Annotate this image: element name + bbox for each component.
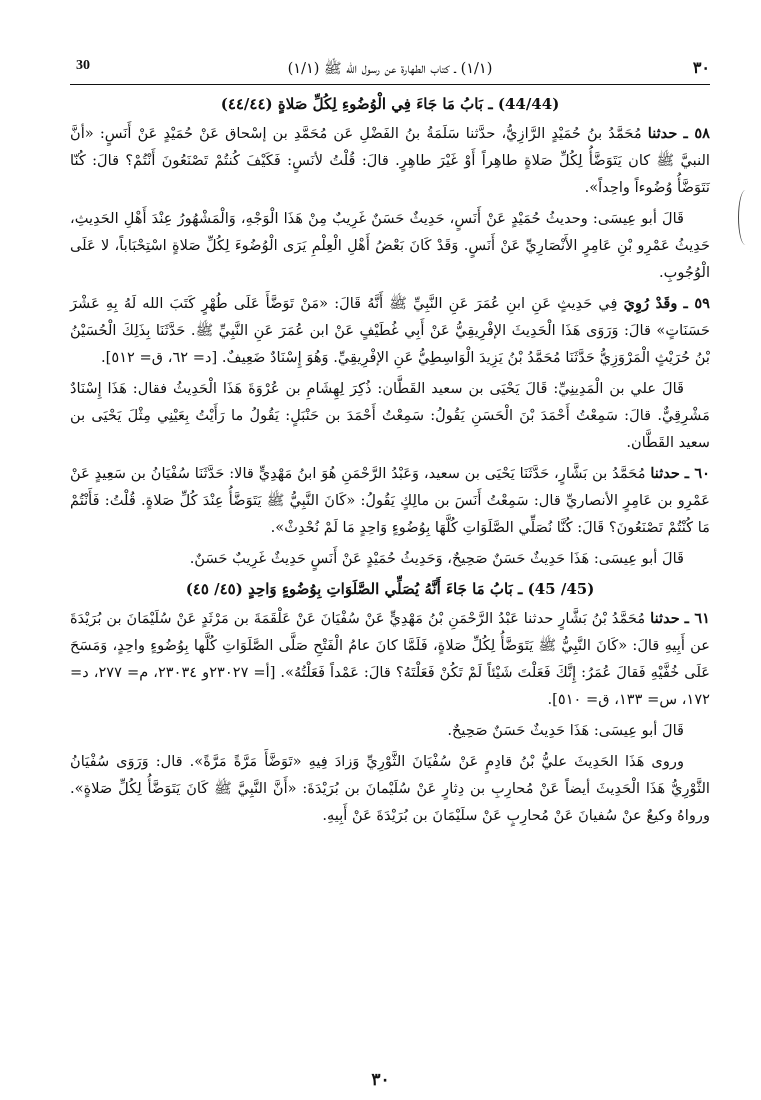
hadith-lead: حدثنا bbox=[647, 125, 678, 142]
hadith-number: ٥٨ ـ bbox=[683, 125, 711, 142]
hadith-text: مُحَمَّدُ بْنُ بَشَّارٍ حدثنا عَبْدُ الرَّحْمَنِ بْنُ مَهْدِيٍّ عَنْ سُفْيَانَ عَنْ عَلْقَمَةَ بن مَرْثَدٍ عَنْ سُلَيْمَانَ بن بُرَيْدَةَ عن أَبِيهِ قالَ: «كَانَ النَّبِيُّ ﷺ يَتَوَضَّأُ لِكُلِّ صَلاةٍ، فَلَمَّا كانَ عامُ الْفَتْحِ صَلَّى الصَّلَوَاتِ كُلَّها بِوُضُوءٍ واحِدٍ، وَمَسَحَ عَلَى خُفَّيْهِ فَقالَ عُمَرُ: إِنَّكَ فَعَلْتَ شَيْئاً لَمْ تَكُنْ فَعَلْتَهُ؟ قالَ: عَمْداً فَعَلْتُهُ». [أ= ٢٣٠٢٧و ٢٣٠٣٤، م= ٢٧٧، د= ١٧٢، س= ١٣٣، ق= ٥١٠]. bbox=[70, 610, 711, 708]
book-page bbox=[70, 56, 710, 1096]
hadith-59 bbox=[70, 290, 710, 371]
chapter-heading-45: (45/ 45) ـ بَابُ مَا جَاءَ أَنَّهُ يُصَلِّي الصَّلَوَاتِ بِوُضُوءٍ وَاحِدٍ (٤٥/ ٤٥) bbox=[185, 580, 595, 598]
hadith-text: مُحَمَّدُ بن بَشَّارٍ، حَدَّثَنَا يَحْيَى بن سعيد، وَعَبْدُ الرَّحْمَنِ هُوَ ابنُ مَهْدِيٍّ قالا: حَدَّثَنَا سُفْيَانُ بن سَعِيدٍ عَنْ عَمْرِو بن عَامِرٍ الأنصاريِّ قال: سَمِعْتُ أَنَسَ بن مالِكٍ يَقُولُ: «كَانَ النَّبِيُّ ﷺ يَتَوَضَّأُ عِنْدَ كُلِّ صَلاةٍ. قُلْتُ: فَأَنْتُمْ مَا كُنْتُمْ تَصْنَعُونَ؟ قَالَ: كُنَّا نُصَلِّي الصَّلَوَاتِ كُلَّهَا بِوُضُوءٍ وَاحِدٍ مَا لَمْ نُحْدِثْ». bbox=[70, 465, 710, 536]
hadith-lead: وقَدْ رُوِيَ bbox=[623, 295, 678, 312]
hadith-number: ٦١ ـ bbox=[684, 610, 710, 627]
closing-paragraph: وروى هَذَا الحَدِيثَ عليُّ بْنُ قادِمٍ عَنْ سُفْيَانَ الثَّوْرِيِّ وَزادَ فِيهِ «تَوَضَّأَ مَرَّةً مَرَّةً». قال: وَرَوَى سُفْيَانُ الثَّوْرِيُّ هَذَا الْحَدِيثَ أيضاً عَنْ مُحارِبِ بن دِثارٍ عَنْ سُلَيْمانَ بن بُرَيْدَةَ: «أَنَّ النَّبِيَّ ﷺ كَانَ يَتَوَضَّأُ لِكُلِّ صَلاةٍ». ورواهُ وكيعٌ عنْ سُفيانَ عَنْ مُحارِبٍ عَنْ سلَيْمَانَ بن بُرَيْدَةَ عَنْ أَبِيهِ. bbox=[70, 753, 710, 824]
running-title: (١/١) ـ كتاب الطهارة عن رسول الله ﷺ (١/١) bbox=[287, 61, 493, 77]
hadith-lead: حدثنا bbox=[650, 610, 680, 627]
page-number-arabic: ٣٠ bbox=[692, 58, 710, 77]
hadith-60 bbox=[70, 460, 710, 541]
page-content bbox=[70, 91, 710, 829]
hadith-text: فِي حَدِيثٍ عَنِ ابنِ عُمَرَ عَنِ النَّبِيِّ ﷺ أَنَّهُ قَالَ: «مَنْ تَوَضَّأَ عَلَى طُهْرٍ كَتَبَ الله لَهُ بِهِ عَشْرَ حَسَنَاتٍ» قالَ: وَرَوَى هَذَا الْحَدِيثَ الإفْرِيقِيُّ عَنْ أَبِي غُطَيْفٍ عَنْ ابن عُمَرَ عَنِ النَّبِيِّ ﷺ. حَدَّثَنَا بِذَلِكَ الْحُسَيْنُ بْنُ حُرَيْثٍ الْمَرْوَزِيُّ حَدَّثَنَا مُحَمَّدُ بْنُ يَزِيدَ الْوَاسِطِيُّ عَنِ الإفْرِيقِيِّ. وَهُوَ إِسْنَادٌ ضَعِيفٌ. [د= ٦٢، ق= ٥١٢]. bbox=[70, 295, 710, 366]
hadith-number: ٦٠ ـ bbox=[684, 465, 710, 482]
commentary-59: قَالَ علي بن الْمَدِينِيِّ: قَالَ يَحْيَى بن سعيد القَطَّان: ذُكِرَ لِهِشَامِ بن عُرْوَةَ هَذَا الْحَدِيثُ فقال: هَذَا إِسْنَادٌ مَشْرِقِيٌّ. قالَ: سَمِعْتُ أَحْمَدَ بْنَ الْحَسَنِ يَقُولُ: سَمِعْتُ أَحْمَدَ بن حَنْبَلٍ: يَقُولُ ما رَأَيْتُ بِعَيْنِي مِثْلَ يَحْيَى بن سعيد القَطَّان. bbox=[70, 380, 710, 451]
margin-mark bbox=[738, 190, 753, 245]
commentary-60: قَالَ أبو عِيسَى: هَذَا حَدِيثٌ حَسَنٌ صَحِيحٌ، وَحَدِيثُ حُمَيْدٍ عَنْ أَنَسٍ حَدِيثٌ غَرِيبٌ حَسَنٌ. bbox=[189, 550, 684, 567]
hadith-61 bbox=[70, 605, 710, 713]
chapter-heading-44: (44/44) ـ بَابُ مَا جَاءَ فِي الْوُضُوءِ لِكُلِّ صَلاةٍ (٤٤/٤٤) bbox=[220, 95, 560, 113]
commentary-58: قَالَ أبو عِيسَى: وحديثُ حُمَيْدٍ عَنْ أَنَسٍ، حَدِيثٌ حَسَنٌ غَرِيبٌ مِنْ هَذَا الْوَجْهِ، وَالْمَشْهُورُ عِنْدَ أَهْلِ الحَدِيثِ، حَدِيثُ عَمْرِو بْنِ عَامِرٍ الأَنْصَارِيِّ عَنْ أَنَسٍ. وَقَدْ كَانَ بَعْضُ أَهْلِ الْعِلْمِ يَرَى الْوُضُوءَ لِكُلِّ صَلاةٍ اسْتِحْبَاباً، لا عَلَى الْوُجُوبِ. bbox=[70, 210, 710, 281]
page-header bbox=[70, 56, 710, 85]
page-number-latin: 30 bbox=[76, 58, 90, 73]
hadith-lead: حدثنا bbox=[650, 465, 680, 482]
footer-page-number: ٣٠ bbox=[371, 1070, 390, 1090]
hadith-58 bbox=[70, 120, 710, 201]
hadith-text: مُحَمَّدُ بنُ حُمَيْدٍ الرَّازِيُّ، حدَّثنا سَلَمَةُ بنُ الفَضْلِ عَن مُحَمَّدِ بن إسْحاق عَنْ حُمَيْدٍ عَنْ أَنَسٍ: «أنَّ النبيَّ ﷺ كان يَتَوَضَّأُ لِكُلِّ صَلاةٍ طاهِراً أَوْ غَيْرَ طاهِرٍ. قالَ: قُلْتُ لأنَسٍ: فَكَيْفَ كُنتُمْ تَصْنَعُونَ أَنْتُمْ؟ قالَ: كُنّا نَتَوَضَّأُ وُضُوءاً واحِداً». bbox=[70, 125, 710, 196]
hadith-number: ٥٩ ـ bbox=[683, 295, 711, 312]
commentary-61: قَالَ أبو عِيسَى: هَذَا حَدِيثٌ حَسَنٌ صَحِيحٌ. bbox=[447, 722, 684, 739]
